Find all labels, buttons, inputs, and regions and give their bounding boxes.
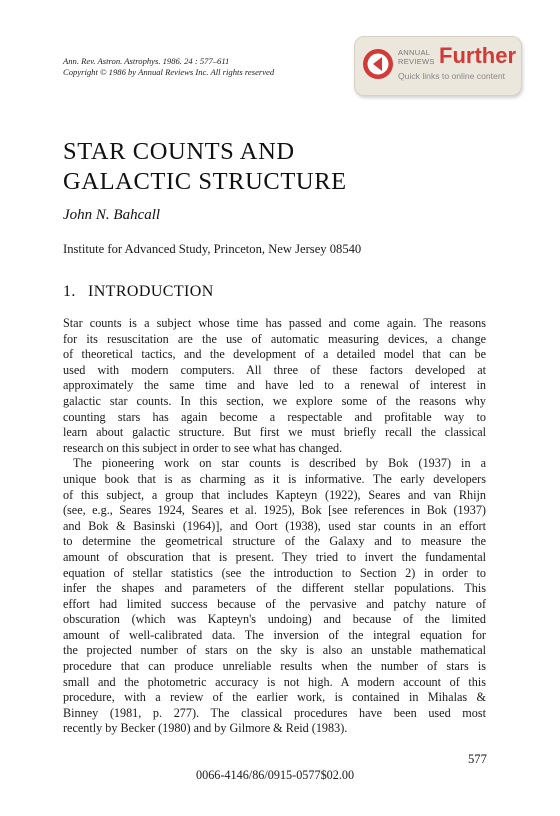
body-line: amount of obscuration that is present. They tried to invert the fundamental bbox=[63, 549, 486, 564]
body-line: infer the shapes and parameters of the different stellar populations. This bbox=[63, 581, 486, 596]
body-text bbox=[63, 316, 486, 737]
body-line: amount of well-calibrated data. The inversion of the integral equation for bbox=[63, 627, 486, 642]
copyright-line: Copyright © 1986 by Annual Reviews Inc. All rights reserved bbox=[63, 67, 275, 77]
body-line: (see, e.g., Seares 1924, Seares et al. 1925), Bok [see references in Bok (1937) bbox=[63, 503, 486, 518]
body-line: to determine the geometrical structure of the Galaxy and to measure the bbox=[63, 534, 486, 549]
left-arrow-icon bbox=[361, 47, 395, 81]
banner-tagline: Quick links to online content bbox=[398, 71, 506, 81]
body-line: effort had limited success because of the pervasive and patchy nature of bbox=[63, 596, 486, 611]
banner-reviews-text: REVIEWS bbox=[398, 56, 435, 66]
journal-citation-line: Ann. Rev. Astron. Astrophys. 1986. 24 : 577–611 bbox=[63, 56, 230, 66]
body-line: of theoretical tactics, and the development of a detailed model that can be bbox=[63, 347, 486, 362]
section-title: INTRODUCTION bbox=[88, 283, 214, 300]
body-line: procedure that can produce unreliable results when the number of stars is bbox=[63, 659, 486, 674]
body-line: used with modern computers. All three of these factors developed at bbox=[63, 362, 486, 377]
body-line: equation of stellar statistics (see the introduction to Section 2) in order to bbox=[63, 565, 486, 580]
body-line: the projected number of stars on the sky is also an unstable mathematical bbox=[63, 643, 486, 658]
section-number: 1. bbox=[63, 283, 76, 300]
body-line: The pioneering work on star counts is described by Bok (1937) in a bbox=[73, 456, 486, 471]
body-line: obscuration (which was Kapteyn's undoing) and because of the limited bbox=[63, 612, 486, 627]
body-line: for its resuscitation are the use of automatic measuring devices, a change bbox=[63, 331, 486, 346]
article-code: 0066-4146/86/0915-0577$02.00 bbox=[196, 768, 355, 782]
author-name: John N. Bahcall bbox=[63, 207, 161, 223]
banner-annual-text: ANNUAL bbox=[398, 48, 431, 57]
body-line: research on this subject in order to see what has changed. bbox=[63, 440, 343, 455]
annual-reviews-further-banner[interactable] bbox=[354, 36, 522, 96]
banner-further-text: Further bbox=[439, 43, 516, 68]
author-affiliation: Institute for Advanced Study, Princeton, New Jersey 08540 bbox=[63, 242, 362, 256]
body-line: Binney (1981, p. 277). The classical procedures have been used most bbox=[63, 705, 486, 720]
journal-citation bbox=[63, 56, 274, 78]
body-line: galactic star counts. In this section, we explore some of the reasons why bbox=[63, 393, 486, 408]
banner-publisher bbox=[398, 49, 435, 66]
title-line-1: STAR COUNTS AND bbox=[63, 138, 295, 165]
body-line: Star counts is a subject whose time has passed and come again. The reasons bbox=[63, 316, 486, 330]
body-line: small and the photometric accuracy is not high. A modern account of this bbox=[63, 674, 486, 689]
title-line-2: GALACTIC STRUCTURE bbox=[63, 168, 347, 195]
body-line: of this subject, a group that includes Kapteyn (1922), Seares and van Rhijn bbox=[63, 487, 486, 502]
body-line: recently by Becker (1980) and by Gilmore & Reid (1983). bbox=[63, 721, 348, 736]
body-line: learn about galactic structure. But first we must briefly recall the classical bbox=[63, 425, 486, 440]
page-number: 577 bbox=[468, 752, 487, 766]
body-line: counting stars has again become a respectable and profitable way to bbox=[63, 409, 486, 424]
body-line: and Bok & Basinski (1964)], and Oort (1938), used star counts in an effort bbox=[63, 518, 486, 533]
article-title bbox=[63, 137, 347, 197]
body-line: approximately the same time and have led to a renewal of interest in bbox=[63, 378, 486, 393]
body-line: procedure, with a review of the earlier work, is contained in Mihalas & bbox=[63, 690, 486, 705]
body-line: unique book that is as charming as it is informative. The early developers bbox=[63, 471, 486, 486]
section-heading bbox=[63, 283, 214, 301]
